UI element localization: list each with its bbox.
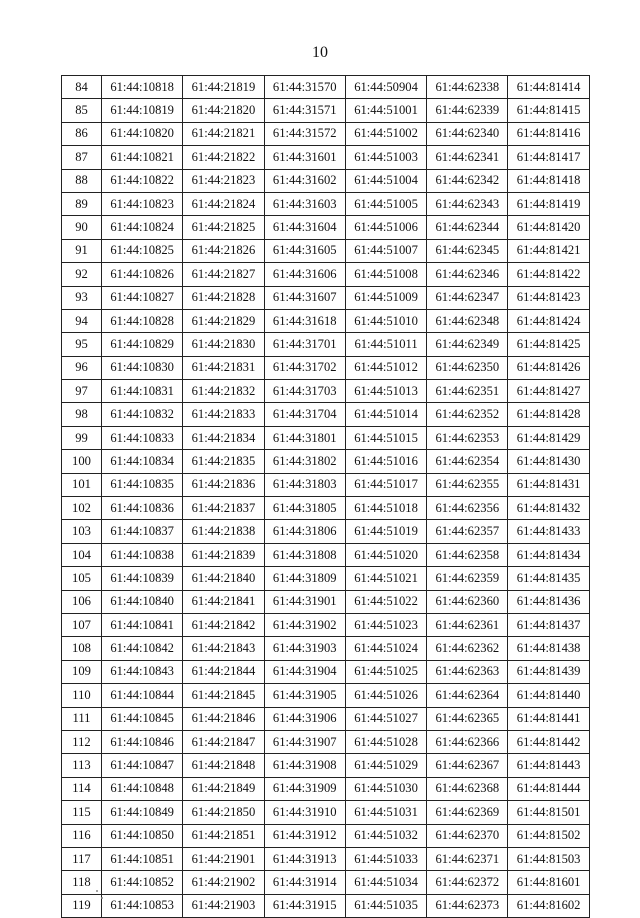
row-number-cell: 116 bbox=[62, 824, 102, 847]
cadastral-code-cell: 61:44:81423 bbox=[508, 286, 589, 309]
cadastral-code-cell: 61:44:81435 bbox=[508, 567, 589, 590]
cadastral-code-cell: 61:44:10839 bbox=[102, 567, 183, 590]
cadastral-code-cell: 61:44:21825 bbox=[183, 216, 264, 239]
cadastral-code-cell: 61:44:31906 bbox=[264, 707, 345, 730]
cadastral-code-cell: 61:44:31914 bbox=[264, 871, 345, 894]
cadastral-code-cell: 61:44:10824 bbox=[102, 216, 183, 239]
table-row bbox=[62, 450, 590, 473]
cadastral-code-cell: 61:44:10837 bbox=[102, 520, 183, 543]
cadastral-code-cell: 61:44:21901 bbox=[183, 847, 264, 870]
table-row bbox=[62, 660, 590, 683]
cadastral-code-cell: 61:44:21839 bbox=[183, 543, 264, 566]
row-number-cell: 94 bbox=[62, 309, 102, 332]
row-number-cell: 101 bbox=[62, 473, 102, 496]
cadastral-code-cell: 61:44:81432 bbox=[508, 497, 589, 520]
cadastral-code-cell: 61:44:62345 bbox=[427, 239, 508, 262]
cadastral-code-cell: 61:44:21851 bbox=[183, 824, 264, 847]
cadastral-code-cell: 61:44:31704 bbox=[264, 403, 345, 426]
cadastral-code-cell: 61:44:62372 bbox=[427, 871, 508, 894]
cadastral-code-cell: 61:44:31618 bbox=[264, 309, 345, 332]
cadastral-code-cell: 61:44:10851 bbox=[102, 847, 183, 870]
cadastral-code-cell: 61:44:51007 bbox=[345, 239, 426, 262]
cadastral-code-cell: 61:44:10830 bbox=[102, 356, 183, 379]
cadastral-code-cell: 61:44:31805 bbox=[264, 497, 345, 520]
cadastral-code-cell: 61:44:21902 bbox=[183, 871, 264, 894]
cadastral-code-cell: 61:44:81420 bbox=[508, 216, 589, 239]
cadastral-code-cell: 61:44:62357 bbox=[427, 520, 508, 543]
cadastral-code-cell: 61:44:51002 bbox=[345, 122, 426, 145]
cadastral-code-cell: 61:44:51023 bbox=[345, 613, 426, 636]
cadastral-code-cell: 61:44:21848 bbox=[183, 754, 264, 777]
table-row bbox=[62, 684, 590, 707]
cadastral-code-cell: 61:44:10827 bbox=[102, 286, 183, 309]
cadastral-code-cell: 61:44:81425 bbox=[508, 333, 589, 356]
cadastral-code-cell: 61:44:62359 bbox=[427, 567, 508, 590]
cadastral-code-cell: 61:44:62368 bbox=[427, 777, 508, 800]
cadastral-code-cell: 61:44:62361 bbox=[427, 613, 508, 636]
scan-speck bbox=[96, 890, 98, 892]
row-number-cell: 91 bbox=[62, 239, 102, 262]
table-row bbox=[62, 309, 590, 332]
table-row bbox=[62, 637, 590, 660]
cadastral-code-cell: 61:44:10832 bbox=[102, 403, 183, 426]
cadastral-code-cell: 61:44:51005 bbox=[345, 192, 426, 215]
table-row bbox=[62, 122, 590, 145]
cadastral-code-cell: 61:44:10828 bbox=[102, 309, 183, 332]
cadastral-code-cell: 61:44:31809 bbox=[264, 567, 345, 590]
cadastral-code-cell: 61:44:62356 bbox=[427, 497, 508, 520]
table-row bbox=[62, 403, 590, 426]
cadastral-code-cell: 61:44:10833 bbox=[102, 426, 183, 449]
cadastral-code-cell: 61:44:62347 bbox=[427, 286, 508, 309]
cadastral-code-cell: 61:44:10838 bbox=[102, 543, 183, 566]
cadastral-code-cell: 61:44:51009 bbox=[345, 286, 426, 309]
row-number-cell: 98 bbox=[62, 403, 102, 426]
cadastral-code-cell: 61:44:21834 bbox=[183, 426, 264, 449]
row-number-cell: 84 bbox=[62, 76, 102, 99]
cadastral-code-cell: 61:44:21850 bbox=[183, 801, 264, 824]
row-number-cell: 106 bbox=[62, 590, 102, 613]
table-row bbox=[62, 543, 590, 566]
cadastral-code-cell: 61:44:62360 bbox=[427, 590, 508, 613]
row-number-cell: 89 bbox=[62, 192, 102, 215]
cadastral-codes-table bbox=[61, 75, 590, 918]
row-number-cell: 114 bbox=[62, 777, 102, 800]
row-number-cell: 99 bbox=[62, 426, 102, 449]
cadastral-code-cell: 61:44:51034 bbox=[345, 871, 426, 894]
cadastral-code-cell: 61:44:62341 bbox=[427, 146, 508, 169]
cadastral-code-cell: 61:44:31905 bbox=[264, 684, 345, 707]
table-row bbox=[62, 169, 590, 192]
table-row bbox=[62, 473, 590, 496]
cadastral-code-cell: 61:44:81433 bbox=[508, 520, 589, 543]
cadastral-code-cell: 61:44:51017 bbox=[345, 473, 426, 496]
cadastral-code-cell: 61:44:81439 bbox=[508, 660, 589, 683]
table-row bbox=[62, 286, 590, 309]
cadastral-code-cell: 61:44:31901 bbox=[264, 590, 345, 613]
cadastral-code-cell: 61:44:50904 bbox=[345, 76, 426, 99]
cadastral-code-cell: 61:44:10846 bbox=[102, 730, 183, 753]
cadastral-code-cell: 61:44:10840 bbox=[102, 590, 183, 613]
cadastral-code-cell: 61:44:21833 bbox=[183, 403, 264, 426]
table-row bbox=[62, 497, 590, 520]
cadastral-code-cell: 61:44:21835 bbox=[183, 450, 264, 473]
cadastral-code-cell: 61:44:81443 bbox=[508, 754, 589, 777]
cadastral-code-cell: 61:44:10826 bbox=[102, 263, 183, 286]
cadastral-code-cell: 61:44:62351 bbox=[427, 380, 508, 403]
cadastral-code-cell: 61:44:81436 bbox=[508, 590, 589, 613]
row-number-cell: 93 bbox=[62, 286, 102, 309]
cadastral-code-cell: 61:44:21903 bbox=[183, 894, 264, 917]
cadastral-code-cell: 61:44:62370 bbox=[427, 824, 508, 847]
cadastral-code-cell: 61:44:10820 bbox=[102, 122, 183, 145]
cadastral-code-cell: 61:44:81421 bbox=[508, 239, 589, 262]
cadastral-code-cell: 61:44:81427 bbox=[508, 380, 589, 403]
cadastral-code-cell: 61:44:21836 bbox=[183, 473, 264, 496]
cadastral-code-cell: 61:44:81428 bbox=[508, 403, 589, 426]
cadastral-code-cell: 61:44:10849 bbox=[102, 801, 183, 824]
cadastral-code-cell: 61:44:62366 bbox=[427, 730, 508, 753]
cadastral-code-cell: 61:44:21841 bbox=[183, 590, 264, 613]
cadastral-code-cell: 61:44:21827 bbox=[183, 263, 264, 286]
row-number-cell: 111 bbox=[62, 707, 102, 730]
cadastral-code-cell: 61:44:62358 bbox=[427, 543, 508, 566]
cadastral-code-cell: 61:44:31915 bbox=[264, 894, 345, 917]
cadastral-code-cell: 61:44:31570 bbox=[264, 76, 345, 99]
cadastral-code-cell: 61:44:21829 bbox=[183, 309, 264, 332]
cadastral-code-cell: 61:44:10844 bbox=[102, 684, 183, 707]
table-row bbox=[62, 777, 590, 800]
cadastral-code-cell: 61:44:51027 bbox=[345, 707, 426, 730]
table-row bbox=[62, 146, 590, 169]
table-body bbox=[62, 76, 590, 918]
cadastral-code-cell: 61:44:51008 bbox=[345, 263, 426, 286]
cadastral-code-cell: 61:44:21849 bbox=[183, 777, 264, 800]
cadastral-code-cell: 61:44:81416 bbox=[508, 122, 589, 145]
cadastral-code-cell: 61:44:81415 bbox=[508, 99, 589, 122]
cadastral-code-cell: 61:44:81434 bbox=[508, 543, 589, 566]
row-number-cell: 105 bbox=[62, 567, 102, 590]
row-number-cell: 115 bbox=[62, 801, 102, 824]
cadastral-code-cell: 61:44:62346 bbox=[427, 263, 508, 286]
cadastral-code-cell: 61:44:62371 bbox=[427, 847, 508, 870]
row-number-cell: 90 bbox=[62, 216, 102, 239]
cadastral-code-cell: 61:44:81414 bbox=[508, 76, 589, 99]
cadastral-code-cell: 61:44:31701 bbox=[264, 333, 345, 356]
cadastral-code-cell: 61:44:21837 bbox=[183, 497, 264, 520]
row-number-cell: 96 bbox=[62, 356, 102, 379]
cadastral-code-cell: 61:44:10822 bbox=[102, 169, 183, 192]
row-number-cell: 107 bbox=[62, 613, 102, 636]
cadastral-code-cell: 61:44:81442 bbox=[508, 730, 589, 753]
cadastral-code-cell: 61:44:51014 bbox=[345, 403, 426, 426]
cadastral-code-cell: 61:44:31909 bbox=[264, 777, 345, 800]
row-number-cell: 108 bbox=[62, 637, 102, 660]
cadastral-code-cell: 61:44:10836 bbox=[102, 497, 183, 520]
cadastral-code-cell: 61:44:31902 bbox=[264, 613, 345, 636]
cadastral-code-cell: 61:44:21843 bbox=[183, 637, 264, 660]
cadastral-code-cell: 61:44:81429 bbox=[508, 426, 589, 449]
cadastral-code-cell: 61:44:21826 bbox=[183, 239, 264, 262]
cadastral-code-cell: 61:44:31910 bbox=[264, 801, 345, 824]
cadastral-code-cell: 61:44:31602 bbox=[264, 169, 345, 192]
cadastral-code-cell: 61:44:51003 bbox=[345, 146, 426, 169]
cadastral-code-cell: 61:44:62348 bbox=[427, 309, 508, 332]
cadastral-code-cell: 61:44:62373 bbox=[427, 894, 508, 917]
row-number-cell: 112 bbox=[62, 730, 102, 753]
row-number-cell: 86 bbox=[62, 122, 102, 145]
cadastral-code-cell: 61:44:62342 bbox=[427, 169, 508, 192]
cadastral-code-cell: 61:44:81419 bbox=[508, 192, 589, 215]
cadastral-code-cell: 61:44:31907 bbox=[264, 730, 345, 753]
cadastral-code-cell: 61:44:51015 bbox=[345, 426, 426, 449]
cadastral-code-cell: 61:44:10831 bbox=[102, 380, 183, 403]
cadastral-code-cell: 61:44:31607 bbox=[264, 286, 345, 309]
cadastral-code-cell: 61:44:21842 bbox=[183, 613, 264, 636]
table-row bbox=[62, 520, 590, 543]
cadastral-code-cell: 61:44:62363 bbox=[427, 660, 508, 683]
cadastral-code-cell: 61:44:21820 bbox=[183, 99, 264, 122]
cadastral-code-cell: 61:44:31802 bbox=[264, 450, 345, 473]
cadastral-code-cell: 61:44:51025 bbox=[345, 660, 426, 683]
cadastral-code-cell: 61:44:21824 bbox=[183, 192, 264, 215]
cadastral-code-cell: 61:44:81431 bbox=[508, 473, 589, 496]
table-row bbox=[62, 356, 590, 379]
cadastral-code-cell: 61:44:21828 bbox=[183, 286, 264, 309]
cadastral-code-cell: 61:44:62344 bbox=[427, 216, 508, 239]
cadastral-code-cell: 61:44:62355 bbox=[427, 473, 508, 496]
cadastral-code-cell: 61:44:31903 bbox=[264, 637, 345, 660]
cadastral-code-cell: 61:44:51031 bbox=[345, 801, 426, 824]
cadastral-code-cell: 61:44:51010 bbox=[345, 309, 426, 332]
row-number-cell: 103 bbox=[62, 520, 102, 543]
cadastral-code-cell: 61:44:21830 bbox=[183, 333, 264, 356]
cadastral-code-cell: 61:44:31808 bbox=[264, 543, 345, 566]
cadastral-code-cell: 61:44:81430 bbox=[508, 450, 589, 473]
cadastral-code-cell: 61:44:62338 bbox=[427, 76, 508, 99]
table-row bbox=[62, 847, 590, 870]
cadastral-code-cell: 61:44:10825 bbox=[102, 239, 183, 262]
cadastral-code-cell: 61:44:31703 bbox=[264, 380, 345, 403]
cadastral-code-cell: 61:44:31803 bbox=[264, 473, 345, 496]
cadastral-code-cell: 61:44:81501 bbox=[508, 801, 589, 824]
cadastral-code-cell: 61:44:21840 bbox=[183, 567, 264, 590]
cadastral-code-cell: 61:44:62350 bbox=[427, 356, 508, 379]
cadastral-code-cell: 61:44:62343 bbox=[427, 192, 508, 215]
cadastral-code-cell: 61:44:51021 bbox=[345, 567, 426, 590]
cadastral-code-cell: 61:44:62365 bbox=[427, 707, 508, 730]
cadastral-code-cell: 61:44:31572 bbox=[264, 122, 345, 145]
row-number-cell: 100 bbox=[62, 450, 102, 473]
cadastral-code-cell: 61:44:10835 bbox=[102, 473, 183, 496]
cadastral-code-cell: 61:44:10841 bbox=[102, 613, 183, 636]
cadastral-code-cell: 61:44:62354 bbox=[427, 450, 508, 473]
cadastral-code-cell: 61:44:10853 bbox=[102, 894, 183, 917]
cadastral-code-cell: 61:44:51029 bbox=[345, 754, 426, 777]
cadastral-code-cell: 61:44:62349 bbox=[427, 333, 508, 356]
table-row bbox=[62, 380, 590, 403]
cadastral-code-cell: 61:44:51026 bbox=[345, 684, 426, 707]
cadastral-code-cell: 61:44:31604 bbox=[264, 216, 345, 239]
cadastral-code-cell: 61:44:51013 bbox=[345, 380, 426, 403]
cadastral-code-cell: 61:44:62369 bbox=[427, 801, 508, 824]
table-row bbox=[62, 801, 590, 824]
cadastral-code-cell: 61:44:51012 bbox=[345, 356, 426, 379]
row-number-cell: 113 bbox=[62, 754, 102, 777]
cadastral-code-cell: 61:44:51001 bbox=[345, 99, 426, 122]
cadastral-code-cell: 61:44:81438 bbox=[508, 637, 589, 660]
cadastral-code-cell: 61:44:31603 bbox=[264, 192, 345, 215]
table-row bbox=[62, 824, 590, 847]
cadastral-code-cell: 61:44:21823 bbox=[183, 169, 264, 192]
cadastral-code-cell: 61:44:10821 bbox=[102, 146, 183, 169]
cadastral-code-cell: 61:44:10829 bbox=[102, 333, 183, 356]
cadastral-code-cell: 61:44:10818 bbox=[102, 76, 183, 99]
table-row bbox=[62, 754, 590, 777]
cadastral-code-cell: 61:44:51030 bbox=[345, 777, 426, 800]
cadastral-code-cell: 61:44:51016 bbox=[345, 450, 426, 473]
table-row bbox=[62, 426, 590, 449]
cadastral-code-cell: 61:44:62367 bbox=[427, 754, 508, 777]
row-number-cell: 117 bbox=[62, 847, 102, 870]
cadastral-code-cell: 61:44:81502 bbox=[508, 824, 589, 847]
table-row bbox=[62, 216, 590, 239]
cadastral-code-cell: 61:44:10845 bbox=[102, 707, 183, 730]
cadastral-code-cell: 61:44:31801 bbox=[264, 426, 345, 449]
cadastral-code-cell: 61:44:51035 bbox=[345, 894, 426, 917]
cadastral-code-cell: 61:44:10848 bbox=[102, 777, 183, 800]
cadastral-code-cell: 61:44:31908 bbox=[264, 754, 345, 777]
cadastral-code-cell: 61:44:31702 bbox=[264, 356, 345, 379]
cadastral-code-cell: 61:44:51024 bbox=[345, 637, 426, 660]
cadastral-code-cell: 61:44:31571 bbox=[264, 99, 345, 122]
cadastral-code-cell: 61:44:21831 bbox=[183, 356, 264, 379]
cadastral-code-cell: 61:44:81601 bbox=[508, 871, 589, 894]
cadastral-code-cell: 61:44:10842 bbox=[102, 637, 183, 660]
row-number-cell: 118 bbox=[62, 871, 102, 894]
cadastral-code-cell: 61:44:81422 bbox=[508, 263, 589, 286]
cadastral-code-cell: 61:44:21845 bbox=[183, 684, 264, 707]
cadastral-code-cell: 61:44:31913 bbox=[264, 847, 345, 870]
cadastral-code-cell: 61:44:10847 bbox=[102, 754, 183, 777]
cadastral-code-cell: 61:44:10852 bbox=[102, 871, 183, 894]
cadastral-code-cell: 61:44:51028 bbox=[345, 730, 426, 753]
cadastral-code-cell: 61:44:10823 bbox=[102, 192, 183, 215]
page-number: 10 bbox=[312, 44, 328, 61]
cadastral-code-cell: 61:44:62352 bbox=[427, 403, 508, 426]
cadastral-code-cell: 61:44:62340 bbox=[427, 122, 508, 145]
cadastral-code-cell: 61:44:81426 bbox=[508, 356, 589, 379]
cadastral-code-cell: 61:44:10850 bbox=[102, 824, 183, 847]
cadastral-code-cell: 61:44:81437 bbox=[508, 613, 589, 636]
table-row bbox=[62, 894, 590, 917]
row-number-cell: 102 bbox=[62, 497, 102, 520]
cadastral-code-cell: 61:44:51032 bbox=[345, 824, 426, 847]
row-number-cell: 92 bbox=[62, 263, 102, 286]
cadastral-code-cell: 61:44:10819 bbox=[102, 99, 183, 122]
cadastral-code-cell: 61:44:62339 bbox=[427, 99, 508, 122]
row-number-cell: 95 bbox=[62, 333, 102, 356]
row-number-cell: 85 bbox=[62, 99, 102, 122]
table-row bbox=[62, 590, 590, 613]
cadastral-code-cell: 61:44:51033 bbox=[345, 847, 426, 870]
cadastral-code-cell: 61:44:51004 bbox=[345, 169, 426, 192]
cadastral-code-cell: 61:44:62362 bbox=[427, 637, 508, 660]
cadastral-code-cell: 61:44:10834 bbox=[102, 450, 183, 473]
cadastral-code-cell: 61:44:31806 bbox=[264, 520, 345, 543]
cadastral-code-cell: 61:44:21847 bbox=[183, 730, 264, 753]
cadastral-code-cell: 61:44:31605 bbox=[264, 239, 345, 262]
row-number-cell: 119 bbox=[62, 894, 102, 917]
cadastral-code-cell: 61:44:62353 bbox=[427, 426, 508, 449]
row-number-cell: 110 bbox=[62, 684, 102, 707]
row-number-cell: 97 bbox=[62, 380, 102, 403]
cadastral-code-cell: 61:44:10843 bbox=[102, 660, 183, 683]
cadastral-code-cell: 61:44:21819 bbox=[183, 76, 264, 99]
cadastral-code-cell: 61:44:81444 bbox=[508, 777, 589, 800]
cadastral-code-cell: 61:44:51022 bbox=[345, 590, 426, 613]
cadastral-code-cell: 61:44:31904 bbox=[264, 660, 345, 683]
table-row bbox=[62, 76, 590, 99]
cadastral-code-cell: 61:44:81424 bbox=[508, 309, 589, 332]
cadastral-code-cell: 61:44:51011 bbox=[345, 333, 426, 356]
table-row bbox=[62, 613, 590, 636]
cadastral-code-cell: 61:44:21846 bbox=[183, 707, 264, 730]
table-row bbox=[62, 192, 590, 215]
table-row bbox=[62, 567, 590, 590]
cadastral-code-cell: 61:44:21822 bbox=[183, 146, 264, 169]
cadastral-code-cell: 61:44:81503 bbox=[508, 847, 589, 870]
table-row bbox=[62, 871, 590, 894]
cadastral-code-cell: 61:44:21838 bbox=[183, 520, 264, 543]
cadastral-code-cell: 61:44:21832 bbox=[183, 380, 264, 403]
cadastral-code-cell: 61:44:51019 bbox=[345, 520, 426, 543]
table-row bbox=[62, 263, 590, 286]
scan-speck bbox=[101, 897, 103, 899]
cadastral-code-cell: 61:44:51020 bbox=[345, 543, 426, 566]
cadastral-code-cell: 61:44:31912 bbox=[264, 824, 345, 847]
row-number-cell: 88 bbox=[62, 169, 102, 192]
cadastral-code-cell: 61:44:81440 bbox=[508, 684, 589, 707]
cadastral-code-cell: 61:44:31606 bbox=[264, 263, 345, 286]
cadastral-code-cell: 61:44:21844 bbox=[183, 660, 264, 683]
table-row bbox=[62, 239, 590, 262]
row-number-cell: 87 bbox=[62, 146, 102, 169]
table-row bbox=[62, 99, 590, 122]
cadastral-code-cell: 61:44:62364 bbox=[427, 684, 508, 707]
cadastral-code-cell: 61:44:51018 bbox=[345, 497, 426, 520]
cadastral-code-cell: 61:44:21821 bbox=[183, 122, 264, 145]
table-row bbox=[62, 730, 590, 753]
cadastral-code-cell: 61:44:81417 bbox=[508, 146, 589, 169]
table-row bbox=[62, 333, 590, 356]
row-number-cell: 109 bbox=[62, 660, 102, 683]
cadastral-code-cell: 61:44:31601 bbox=[264, 146, 345, 169]
cadastral-code-cell: 61:44:81441 bbox=[508, 707, 589, 730]
cadastral-code-cell: 61:44:51006 bbox=[345, 216, 426, 239]
table-row bbox=[62, 707, 590, 730]
row-number-cell: 104 bbox=[62, 543, 102, 566]
cadastral-code-cell: 61:44:81418 bbox=[508, 169, 589, 192]
cadastral-code-cell: 61:44:81602 bbox=[508, 894, 589, 917]
